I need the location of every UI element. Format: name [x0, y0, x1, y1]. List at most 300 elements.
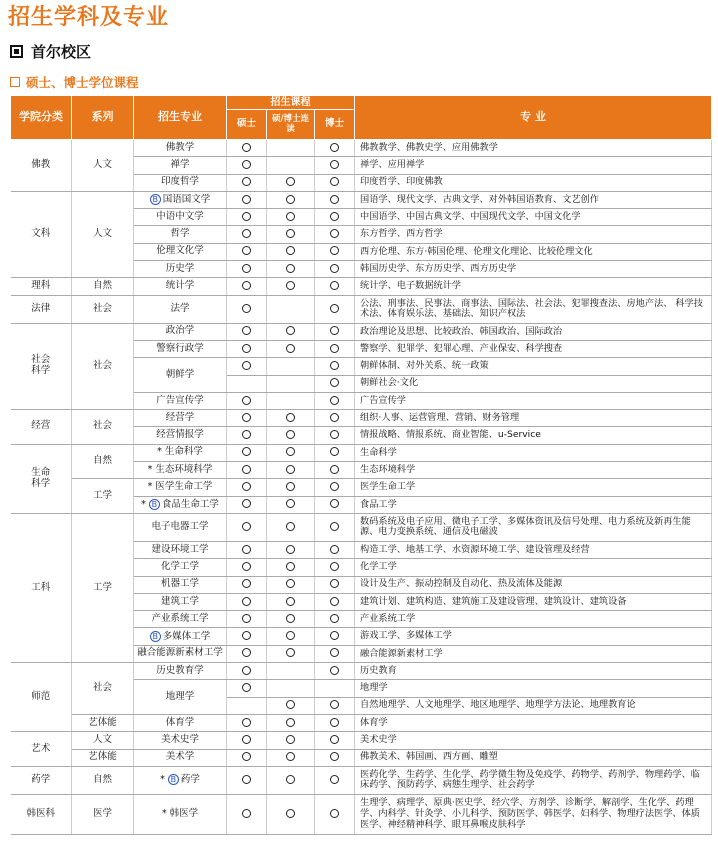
degree-cell	[227, 794, 267, 834]
circle-mark-icon	[330, 195, 339, 204]
program-cell	[134, 732, 227, 749]
circle-mark-icon	[242, 666, 251, 675]
program-label: 经营学	[165, 411, 195, 423]
college-cell: 佛教	[11, 140, 72, 192]
circle-mark-icon	[242, 304, 251, 313]
circle-mark-icon	[330, 160, 339, 169]
circle-mark-icon	[242, 562, 251, 571]
star-mark: *	[141, 498, 149, 510]
degree-cell	[227, 611, 267, 628]
program-label: 建筑工学	[160, 595, 199, 607]
circle-mark-icon	[286, 430, 295, 439]
table-row	[11, 479, 712, 496]
degree-cell	[267, 680, 315, 697]
degree-cell	[267, 323, 315, 340]
degree-cell	[267, 427, 315, 444]
college-cell: 韩医科	[11, 794, 72, 834]
program-cell	[134, 611, 227, 628]
header-dept: 系列	[72, 96, 134, 140]
program-label: 伦理文化学	[156, 245, 204, 257]
degree-cell	[315, 427, 355, 444]
degree-cell	[315, 140, 355, 157]
program-label: 生态环境科学	[155, 463, 213, 475]
degree-cell	[227, 462, 267, 479]
circle-mark-icon	[286, 482, 295, 491]
table-row	[11, 295, 712, 323]
program-cell	[134, 663, 227, 680]
campus-heading	[10, 41, 91, 62]
degree-cell	[267, 462, 315, 479]
circle-mark-icon	[330, 396, 339, 405]
circle-mark-icon	[330, 562, 339, 571]
major-cell: 医药化学、生药学、生化学、药学微生物及免疫学、药物学、药剂学、物理药学、临床药学、预防药学、病態生理学、社会药学	[355, 766, 712, 794]
degree-cell	[227, 174, 267, 191]
program-cell	[134, 191, 227, 208]
circle-mark-icon	[286, 195, 295, 204]
circle-mark-icon	[330, 430, 339, 439]
circle-mark-icon	[330, 304, 339, 313]
circle-mark-icon	[242, 344, 251, 353]
degree-cell	[227, 392, 267, 409]
major-cell: 产业系统工学	[355, 611, 712, 628]
circle-mark-icon	[330, 361, 339, 370]
program-label: 化学工学	[160, 560, 199, 572]
circle-mark-icon	[286, 281, 295, 290]
degree-cell	[267, 541, 315, 558]
table-row	[11, 749, 712, 766]
major-cell: 佛教美术、韩国画、西方画、雕塑	[355, 749, 712, 766]
degree-cell	[315, 794, 355, 834]
degree-cell	[315, 541, 355, 558]
circle-mark-icon	[242, 177, 251, 186]
circle-mark-icon	[242, 430, 251, 439]
program-cell	[134, 794, 227, 834]
program-label: 融合能源新素材工学	[137, 647, 223, 659]
degree-cell	[227, 513, 267, 541]
circle-mark-icon	[242, 614, 251, 623]
degree-cell	[315, 611, 355, 628]
major-cell: 地理学	[355, 680, 712, 697]
major-cell: 生理学、病理学、原典·医史学、经穴学、方剂学、诊断学、解剖学、生化学、药理学、内科学、针灸学、小儿科学、预防医学、韩医学、妇科学、物理疗法医学、体质医学、神经精神科学、眼耳鼻喉皮肤科学	[355, 794, 712, 834]
table-row	[11, 794, 712, 834]
circle-mark-icon	[286, 752, 295, 761]
program-label: 统计学	[165, 280, 195, 292]
star-mark: *	[157, 446, 165, 458]
program-cell	[134, 513, 227, 541]
major-cell: 佛教教学、佛教史学、应用佛教学	[355, 140, 712, 157]
major-cell: 自然地理学、人文地理学、地区地理学、地理学方法论、地理教育论	[355, 697, 712, 714]
b-mark-icon: B	[150, 194, 161, 205]
program-label: 佛教学	[165, 141, 195, 153]
circle-mark-icon	[242, 264, 251, 273]
program-label: 韩医学	[169, 807, 199, 819]
degree-cell	[267, 496, 315, 513]
major-cell: 广告宣传学	[355, 392, 712, 409]
table-row	[11, 714, 712, 731]
dept-cell: 人文	[72, 191, 134, 277]
major-cell: 中国语学、中国古典文学、中国现代文学、中国文化学	[355, 209, 712, 226]
degree-cell	[227, 191, 267, 208]
degree-cell	[227, 645, 267, 662]
circle-mark-icon	[286, 718, 295, 727]
program-cell	[134, 243, 227, 260]
header-program: 招生专业	[134, 96, 227, 140]
degree-cell	[315, 392, 355, 409]
degree-cell	[267, 513, 315, 541]
degree-cell	[227, 593, 267, 610]
degree-cell	[267, 794, 315, 834]
major-cell: 朝鲜社会·文化	[355, 375, 712, 392]
star-mark: *	[147, 463, 156, 475]
dept-cell: 艺体能	[72, 749, 134, 766]
circle-mark-icon	[330, 143, 339, 152]
degree-cell	[315, 323, 355, 340]
programs-table	[10, 95, 712, 835]
circle-mark-icon	[286, 597, 295, 606]
circle-mark-icon	[242, 648, 251, 657]
circle-mark-icon	[242, 143, 251, 152]
major-cell: 东方哲学、西方哲学	[355, 226, 712, 243]
circle-mark-icon	[286, 344, 295, 353]
degree-cell	[315, 462, 355, 479]
circle-mark-icon	[242, 413, 251, 422]
degree-cell	[315, 766, 355, 794]
degree-cell	[315, 157, 355, 174]
program-cell	[134, 628, 227, 645]
program-label: 历史学	[165, 262, 195, 274]
circle-mark-icon	[242, 735, 251, 744]
degree-cell	[267, 714, 315, 731]
program-label: 广告宣传学	[156, 394, 204, 406]
program-cell	[134, 645, 227, 662]
college-cell: 理科	[11, 278, 72, 295]
circle-mark-icon	[242, 195, 251, 204]
program-cell	[134, 157, 227, 174]
table-row	[11, 278, 712, 295]
degree-cell	[227, 496, 267, 513]
program-cell	[134, 749, 227, 766]
square-bullet-icon	[10, 45, 23, 58]
program-cell	[134, 340, 227, 357]
circle-mark-icon	[330, 212, 339, 221]
college-cell	[11, 444, 72, 513]
program-cell	[134, 261, 227, 278]
degree-cell	[267, 174, 315, 191]
dept-cell: 自然	[72, 278, 134, 295]
major-cell: 生态环境科学	[355, 462, 712, 479]
table-row	[11, 191, 712, 208]
circle-mark-icon	[286, 326, 295, 335]
degree-cell	[267, 559, 315, 576]
college-cell: 药学	[11, 766, 72, 794]
circle-mark-icon	[242, 752, 251, 761]
table-row	[11, 410, 712, 427]
major-cell: 韩国历史学、东方历史学、西方历史学	[355, 261, 712, 278]
degree-cell	[227, 479, 267, 496]
circle-mark-icon	[286, 735, 295, 744]
degree-cell	[227, 663, 267, 680]
degree-cell	[267, 749, 315, 766]
circle-mark-icon	[286, 648, 295, 657]
circle-mark-icon	[286, 545, 295, 554]
program-cell	[134, 462, 227, 479]
major-cell: 警察学、犯罪学、犯罪心理、产业保安、科学搜查	[355, 340, 712, 357]
major-cell: 化学工学	[355, 559, 712, 576]
table-row	[11, 766, 712, 794]
circle-mark-icon	[242, 775, 251, 784]
major-cell: 食品工学	[355, 496, 712, 513]
college-label: 社会科学	[31, 354, 51, 377]
degree-cell	[267, 140, 315, 157]
college-cell: 工科	[11, 513, 72, 662]
circle-mark-icon	[330, 718, 339, 727]
table-row	[11, 663, 712, 680]
program-label: 历史教育学	[156, 664, 204, 676]
section-heading	[10, 73, 139, 91]
program-cell	[134, 593, 227, 610]
major-cell: 融合能源新素材工学	[355, 645, 712, 662]
college-label: 生命科学	[31, 466, 51, 489]
program-cell	[134, 766, 227, 794]
degree-cell	[227, 427, 267, 444]
circle-mark-icon	[330, 344, 339, 353]
degree-cell	[267, 243, 315, 260]
degree-cell	[227, 680, 267, 697]
degree-cell	[315, 732, 355, 749]
dept-cell: 社会	[72, 663, 134, 715]
circle-mark-icon	[286, 264, 295, 273]
program-label: 生命科学	[164, 446, 203, 458]
degree-cell	[315, 559, 355, 576]
circle-mark-icon	[330, 465, 339, 474]
program-cell	[134, 278, 227, 295]
circle-mark-icon	[242, 447, 251, 456]
program-cell	[134, 427, 227, 444]
circle-mark-icon	[330, 579, 339, 588]
circle-mark-icon	[242, 482, 251, 491]
major-cell: 构造工学、地基工学、水资源环境工学、建设管理及经营	[355, 541, 712, 558]
degree-cell	[267, 278, 315, 295]
degree-cell	[315, 576, 355, 593]
program-cell	[134, 714, 227, 731]
major-cell: 情报战略、情报系统、商业智能、u-Service	[355, 427, 712, 444]
circle-mark-icon	[286, 447, 295, 456]
major-cell: 印度哲学、印度佛教	[355, 174, 712, 191]
circle-mark-icon	[330, 264, 339, 273]
circle-mark-icon	[330, 246, 339, 255]
header-college: 学院分类	[11, 96, 72, 140]
degree-cell	[315, 645, 355, 662]
program-cell	[134, 209, 227, 226]
header-courses: 招生课程	[227, 96, 355, 110]
circle-mark-icon	[330, 775, 339, 784]
b-mark-icon: B	[150, 631, 161, 642]
circle-mark-icon	[330, 378, 339, 387]
degree-cell	[227, 628, 267, 645]
circle-mark-icon	[242, 718, 251, 727]
star-mark: *	[147, 481, 156, 493]
b-mark-icon: B	[168, 774, 179, 785]
degree-cell	[227, 140, 267, 157]
degree-cell	[267, 340, 315, 357]
circle-mark-icon	[286, 809, 295, 818]
circle-mark-icon	[286, 229, 295, 238]
degree-cell	[315, 261, 355, 278]
program-label: 产业系统工学	[151, 612, 209, 624]
dept-cell: 自然	[72, 766, 134, 794]
dept-cell: 社会	[72, 295, 134, 323]
college-cell: 艺术	[11, 732, 72, 767]
degree-cell	[227, 697, 267, 714]
major-cell: 西方伦理、东方·韩国伦理、伦理文化理论、比较伦理文化	[355, 243, 712, 260]
degree-cell	[267, 261, 315, 278]
dept-cell: 医学	[72, 794, 134, 834]
header-integrated: 硕/博士连读	[267, 110, 315, 140]
circle-mark-icon	[286, 700, 295, 709]
degree-cell	[315, 191, 355, 208]
degree-cell	[267, 410, 315, 427]
degree-cell	[227, 732, 267, 749]
degree-cell	[267, 732, 315, 749]
college-cell: 经营	[11, 410, 72, 445]
circle-mark-icon	[242, 326, 251, 335]
degree-cell	[227, 444, 267, 461]
table-row	[11, 140, 712, 157]
degree-cell	[315, 680, 355, 697]
circle-mark-icon	[242, 631, 251, 640]
degree-cell	[227, 410, 267, 427]
program-label: 中语中文学	[156, 210, 204, 222]
college-cell: 文科	[11, 191, 72, 277]
degree-cell	[267, 209, 315, 226]
degree-cell	[315, 410, 355, 427]
degree-cell	[227, 714, 267, 731]
degree-cell	[267, 576, 315, 593]
major-cell: 国语学、现代文学、古典文学、对外韩国语教育、文艺创作	[355, 191, 712, 208]
degree-cell	[315, 479, 355, 496]
major-cell: 体育学	[355, 714, 712, 731]
circle-mark-icon	[330, 229, 339, 238]
campus-label: 首尔校区	[31, 43, 92, 61]
circle-mark-icon	[242, 683, 251, 692]
college-cell	[11, 323, 72, 409]
circle-mark-icon	[330, 281, 339, 290]
dept-cell: 自然	[72, 444, 134, 479]
program-cell	[134, 559, 227, 576]
major-cell: 统计学、电子数据统计学	[355, 278, 712, 295]
circle-mark-icon	[242, 465, 251, 474]
circle-mark-icon	[242, 579, 251, 588]
circle-mark-icon	[330, 752, 339, 761]
degree-cell	[267, 479, 315, 496]
program-label: 医学生命工学	[155, 481, 213, 493]
degree-cell	[315, 663, 355, 680]
major-cell: 数码系统及电子应用、微电子工学、多媒体资讯及信号处理、电力系统及新再生能源、电力变换系统、通信及电磁波	[355, 513, 712, 541]
program-cell	[134, 444, 227, 461]
degree-cell	[267, 295, 315, 323]
circle-mark-icon	[286, 413, 295, 422]
degree-cell	[315, 375, 355, 392]
program-label: 建设环境工学	[151, 543, 209, 555]
degree-cell	[267, 375, 315, 392]
circle-mark-icon	[286, 177, 295, 186]
degree-cell	[267, 697, 315, 714]
circle-mark-icon	[330, 545, 339, 554]
circle-mark-icon	[330, 413, 339, 422]
header-doctor: 博士	[315, 110, 355, 140]
star-mark: *	[160, 774, 168, 786]
college-cell: 法律	[11, 295, 72, 323]
program-cell	[134, 496, 227, 513]
circle-mark-icon	[330, 177, 339, 186]
circle-mark-icon	[330, 666, 339, 675]
open-square-bullet-icon	[10, 77, 20, 87]
program-cell	[134, 479, 227, 496]
circle-mark-icon	[242, 361, 251, 370]
major-cell: 历史教育	[355, 663, 712, 680]
program-cell	[134, 410, 227, 427]
circle-mark-icon	[242, 499, 251, 508]
program-label: 美术学	[165, 751, 195, 763]
program-label: 电子电器工学	[151, 520, 209, 532]
circle-mark-icon	[330, 700, 339, 709]
major-cell: 政治理论及思想、比较政治、韩国政治、国际政治	[355, 323, 712, 340]
degree-cell	[315, 340, 355, 357]
degree-cell	[227, 295, 267, 323]
degree-cell	[227, 261, 267, 278]
degree-cell	[267, 444, 315, 461]
dept-cell: 人文	[72, 140, 134, 192]
degree-cell	[267, 663, 315, 680]
degree-cell	[227, 358, 267, 375]
program-label: 美术史学	[160, 733, 199, 745]
table-row	[11, 513, 712, 541]
degree-cell	[315, 749, 355, 766]
degree-cell	[315, 174, 355, 191]
degree-cell	[315, 513, 355, 541]
circle-mark-icon	[286, 499, 295, 508]
circle-mark-icon	[286, 775, 295, 784]
degree-cell	[267, 392, 315, 409]
circle-mark-icon	[330, 597, 339, 606]
program-cell	[134, 392, 227, 409]
circle-mark-icon	[330, 614, 339, 623]
program-label: 政治学	[165, 325, 195, 337]
dept-cell: 工学	[72, 513, 134, 662]
program-label: 多媒体工学	[162, 630, 211, 642]
degree-cell	[267, 358, 315, 375]
degree-cell	[267, 226, 315, 243]
circle-mark-icon	[330, 522, 339, 531]
degree-cell	[315, 278, 355, 295]
circle-mark-icon	[242, 597, 251, 606]
circle-mark-icon	[286, 631, 295, 640]
program-label: 地理学	[165, 690, 195, 702]
dept-cell: 艺体能	[72, 714, 134, 731]
program-label: 印度哲学	[160, 176, 199, 188]
degree-cell	[315, 593, 355, 610]
circle-mark-icon	[330, 482, 339, 491]
program-cell	[134, 323, 227, 340]
program-cell	[134, 226, 227, 243]
program-label: 药学	[180, 774, 200, 786]
table-row	[11, 323, 712, 340]
major-cell: 游戏工学、多媒体工学	[355, 628, 712, 645]
degree-cell	[315, 714, 355, 731]
circle-mark-icon	[242, 809, 251, 818]
circle-mark-icon	[330, 735, 339, 744]
dept-cell: 社会	[72, 410, 134, 445]
